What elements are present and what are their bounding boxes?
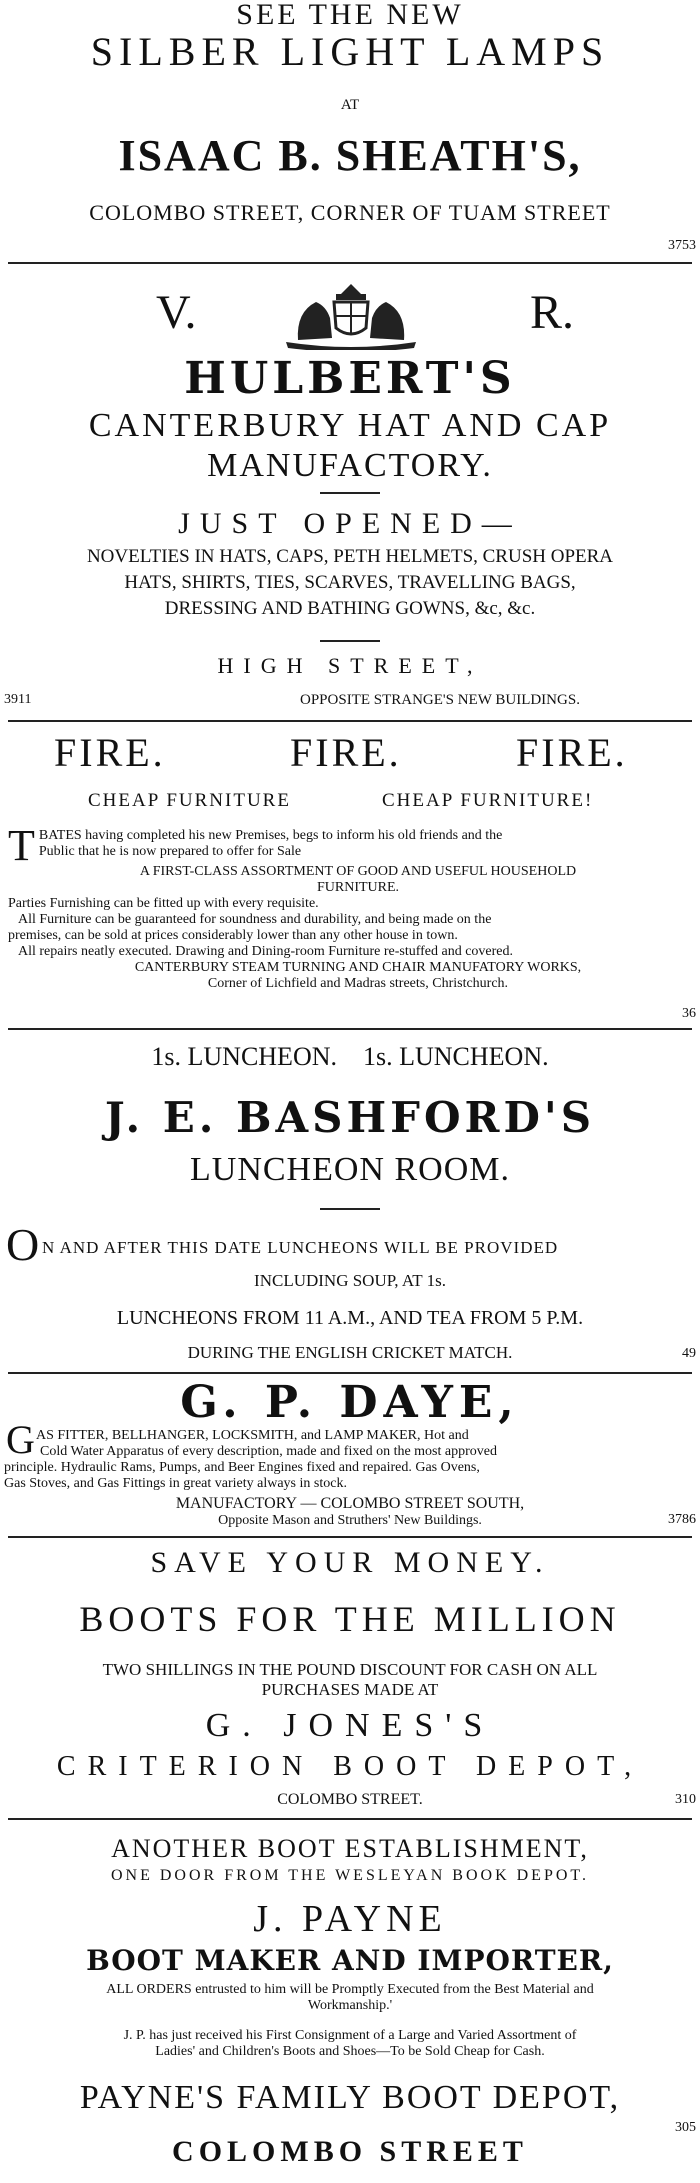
ad5-p1a: AS FITTER, BELLHANGER, LOCKSMITH, and LAMP MAKER, Hot and [36, 1428, 469, 1443]
ad3-p3a: All Furniture can be guaranteed for soundness and durability, and being made on the [18, 912, 492, 927]
ad3-fire2: FIRE. [290, 730, 402, 775]
ad6-discount1: TWO SHILLINGS IN THE POUND DISCOUNT FOR CASH ON ALL [102, 1660, 598, 1679]
ad7-family: PAYNE'S FAMILY BOOT DEPOT, [79, 2079, 621, 2116]
ad3-dropcap: T [8, 821, 35, 870]
ad3-p3b: premises, can be sold at prices considerably lower than any other house in town. [8, 928, 458, 943]
short-divider [320, 640, 380, 642]
ad2-title1: CANTERBURY HAT AND CAP [88, 407, 612, 444]
ad6-discount2: PURCHASES MADE AT [261, 1680, 439, 1699]
ad2-v: V. [156, 286, 197, 339]
ad7-another: ANOTHER BOOT ESTABLISHMENT, [111, 1834, 589, 1863]
royal-coat-of-arms-icon [278, 282, 424, 350]
ad3-p1c: A FIRST-CLASS ASSORTMENT OF GOOD AND USEFUL HOUSEHOLD [139, 864, 577, 879]
ad4-dropcap: O [6, 1219, 40, 1270]
ad4-p1b: INCLUDING SOUP, AT 1s. [254, 1271, 446, 1290]
ad3-corner: Corner of Lichfield and Madras streets, Christchurch. [207, 976, 509, 991]
ad7-p2a: J. P. has just received his First Consignment of a Large and Varied Assortment of [123, 2028, 577, 2043]
ad2-list2: HATS, SHIRTS, TIES, SCARVES, TRAVELLING BAGS, [124, 572, 576, 593]
ad1-line2: SILBER LIGHT LAMPS [90, 29, 610, 74]
ad6-number: 310 [675, 1792, 696, 1807]
ad4-p3: DURING THE ENGLISH CRICKET MATCH. [187, 1343, 513, 1362]
ad3-cheap1: CHEAP FURNITURE [88, 790, 291, 811]
ad3-body [0, 821, 700, 992]
ad4-luncheon: 1s. LUNCHEON. 1s. LUNCHEON. [151, 1042, 549, 1071]
ad2-brand: HULBERT'S [184, 354, 516, 404]
ad4-p2: LUNCHEONS FROM 11 A.M., AND TEA FROM 5 P.M. [116, 1307, 584, 1329]
ad7-brand: J. PAYNE [253, 1898, 447, 1940]
ad3-p1a: BATES having completed his new Premises, begs to inform his old friends and the [38, 828, 503, 843]
ad3-p4: All repairs neatly executed. Drawing and Dining-room Furniture re-stuffed and covered. [18, 944, 514, 959]
ad5-factory: MANUFACTORY — COLOMBO STREET SOUTH, [175, 1495, 525, 1512]
ad3-fire1: FIRE. [54, 730, 166, 775]
ad2-opened: JUST OPENED— [178, 507, 522, 540]
short-divider [320, 492, 380, 494]
ad5-opposite: Opposite Mason and Struthers' New Buildings. [218, 1513, 482, 1528]
divider [8, 262, 692, 264]
divider [8, 1028, 692, 1030]
ad2-opposite: OPPOSITE STRANGE'S NEW BUILDINGS. [300, 692, 580, 708]
ad3-p1d: FURNITURE. [316, 880, 400, 895]
ad4-brand: J. E. BASHFORD'S [104, 1094, 596, 1142]
ad5-p1d: Gas Stoves, and Gas Fittings in great variety always in stock. [4, 1476, 347, 1491]
ad3-fire3: FIRE. [516, 730, 628, 775]
ad7-p2b: Ladies' and Children's Boots and Shoes—To be Sold Cheap for Cash. [155, 2044, 545, 2059]
ad3-number: 36 [682, 1006, 696, 1021]
ad1-line4: ISAAC B. SHEATH'S, [118, 131, 582, 180]
ad2-number: 3911 [4, 692, 32, 707]
ad7-p1a: ALL ORDERS entrusted to him will be Promptly Executed from the Best Material and [106, 1982, 594, 1997]
divider [8, 1536, 692, 1538]
short-divider [320, 1208, 380, 1210]
ad5-brand: G. P. DAYE, [180, 1378, 520, 1428]
ad2-list3: DRESSING AND BATHING GOWNS, &c, &c. [164, 598, 536, 619]
ad1-number: 3753 [668, 238, 696, 253]
ad1-line1: SEE THE NEW [236, 0, 464, 30]
ad7-number: 305 [675, 2120, 696, 2135]
ad1-line5: COLOMBO STREET, CORNER OF TUAM STREET [89, 200, 611, 225]
ad2-title2: MANUFACTORY. [207, 447, 493, 484]
ad4-room: LUNCHEON ROOM. [190, 1151, 510, 1188]
ad4-p1a: N AND AFTER THIS DATE LUNCHEONS WILL BE PROVIDED [42, 1238, 559, 1257]
ad7-p1b: Workmanship.' [307, 1998, 393, 2013]
ad7-street: COLOMBO STREET [172, 2135, 528, 2168]
ad6-street: COLOMBO STREET. [277, 1791, 423, 1808]
ad5-p1c: principle. Hydraulic Rams, Pumps, and Beer Engines fixed and repaired. Gas Ovens, [4, 1460, 480, 1475]
ad3-p2: Parties Furnishing can be fitted up with every requisite. [8, 896, 319, 911]
ad2-street: HIGH STREET, [217, 653, 483, 678]
ad2-list1: NOVELTIES IN HATS, CAPS, PETH HELMETS, CRUSH OPERA [86, 546, 614, 567]
ad1-line3: AT [340, 97, 360, 113]
divider [8, 1818, 692, 1820]
ad7-title: BOOT MAKER AND IMPORTER, [86, 1944, 614, 1977]
ad3-cheap2: CHEAP FURNITURE! [382, 790, 594, 811]
ad6-depot: CRITERION BOOT DEPOT, [56, 1751, 644, 1782]
ad6-brand: G. JONES'S [205, 1707, 495, 1744]
ad2-r: R. [530, 286, 575, 339]
ad6-save: SAVE YOUR MONEY. [150, 1546, 550, 1579]
ad5-number: 3786 [668, 1512, 696, 1527]
ad3-works: CANTERBURY STEAM TURNING AND CHAIR MANUFATORY WORKS, [134, 960, 582, 975]
divider [8, 720, 692, 722]
ad3-p1b: Public that he is now prepared to offer for Sale [38, 844, 302, 859]
ad6-boots: BOOTS FOR THE MILLION [79, 1599, 621, 1639]
ad4-number: 49 [682, 1346, 696, 1361]
divider [8, 1372, 692, 1374]
ad5-p1b: Cold Water Apparatus of every description, made and fixed on the most approved [40, 1444, 497, 1459]
ad5-dropcap: G [6, 1417, 35, 1462]
ad7-door: ONE DOOR FROM THE WESLEYAN BOOK DEPOT. [110, 1867, 589, 1884]
